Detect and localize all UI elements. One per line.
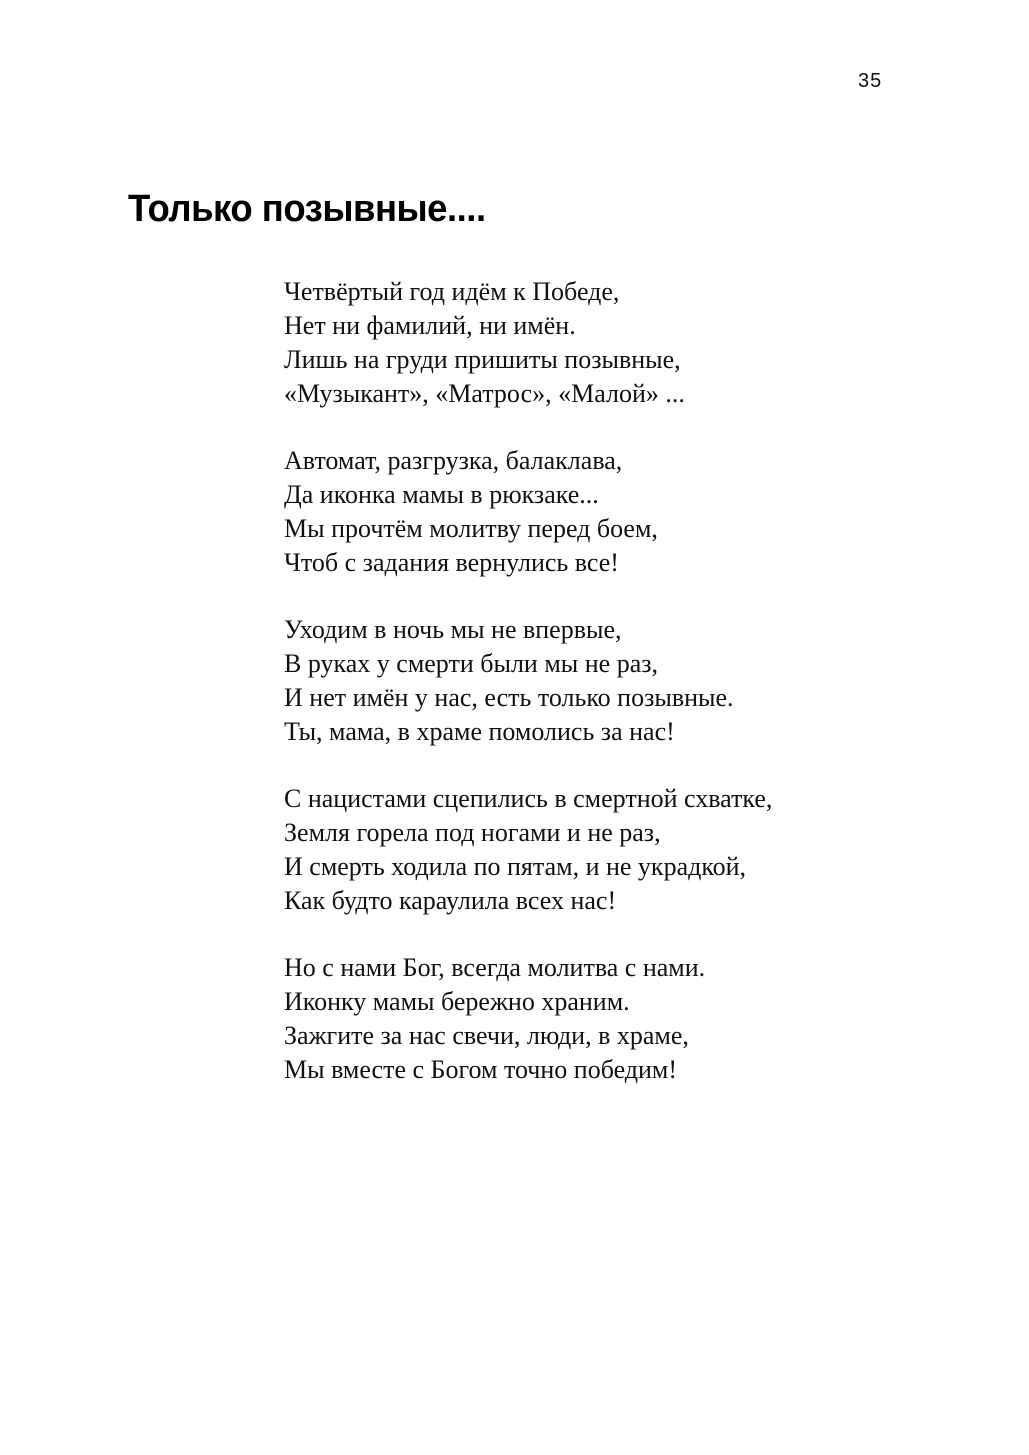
poem-line: Нет ни фамилий, ни имён.	[284, 311, 576, 340]
poem-line: Лишь на груди пришиты позывные,	[284, 345, 681, 374]
page-number: 35	[858, 70, 883, 92]
poem-line: Автомат, разгрузка, балаклава,	[284, 446, 623, 475]
poem-line: Зажгите за нас свечи, люди, в храме,	[284, 1021, 689, 1050]
poem-line: С нацистами сцепились в смертной схватке,	[284, 784, 773, 813]
poem-line: «Музыкант», «Матрос», «Малой» ...	[284, 379, 685, 408]
stanza-1	[284, 275, 772, 411]
poem-line: Мы прочтём молитву перед боем,	[284, 514, 658, 543]
poem-line: И нет имён у нас, есть только позывные.	[284, 683, 734, 712]
poem-title: Только позывные....	[128, 188, 486, 230]
poem-line: Как будто караулила всех нас!	[284, 886, 617, 915]
poem-line: В руках у смерти были мы не раз,	[284, 649, 659, 678]
poem-line: Ты, мама, в храме помолись за нас!	[284, 717, 675, 746]
poem-line: Земля горела под ногами и не раз,	[284, 818, 661, 847]
poem-line: Но с нами Бог, всегда молитва с нами.	[284, 953, 706, 982]
poem-line: Иконку мамы бережно храним.	[284, 987, 630, 1016]
stanza-5	[284, 951, 772, 1087]
poem-line: Чтоб с задания вернулись все!	[284, 548, 619, 577]
stanza-4	[284, 782, 772, 918]
poem-body	[284, 275, 772, 1120]
stanza-3	[284, 613, 772, 749]
poem-line: Мы вместе с Богом точно победим!	[284, 1055, 678, 1084]
poem-line: И смерть ходила по пятам, и не украдкой,	[284, 852, 747, 881]
poem-line: Да иконка мамы в рюкзаке...	[284, 480, 599, 509]
poem-line: Четвёртый год идём к Победе,	[284, 277, 620, 306]
stanza-2	[284, 444, 772, 580]
poem-line: Уходим в ночь мы не впервые,	[284, 615, 622, 644]
